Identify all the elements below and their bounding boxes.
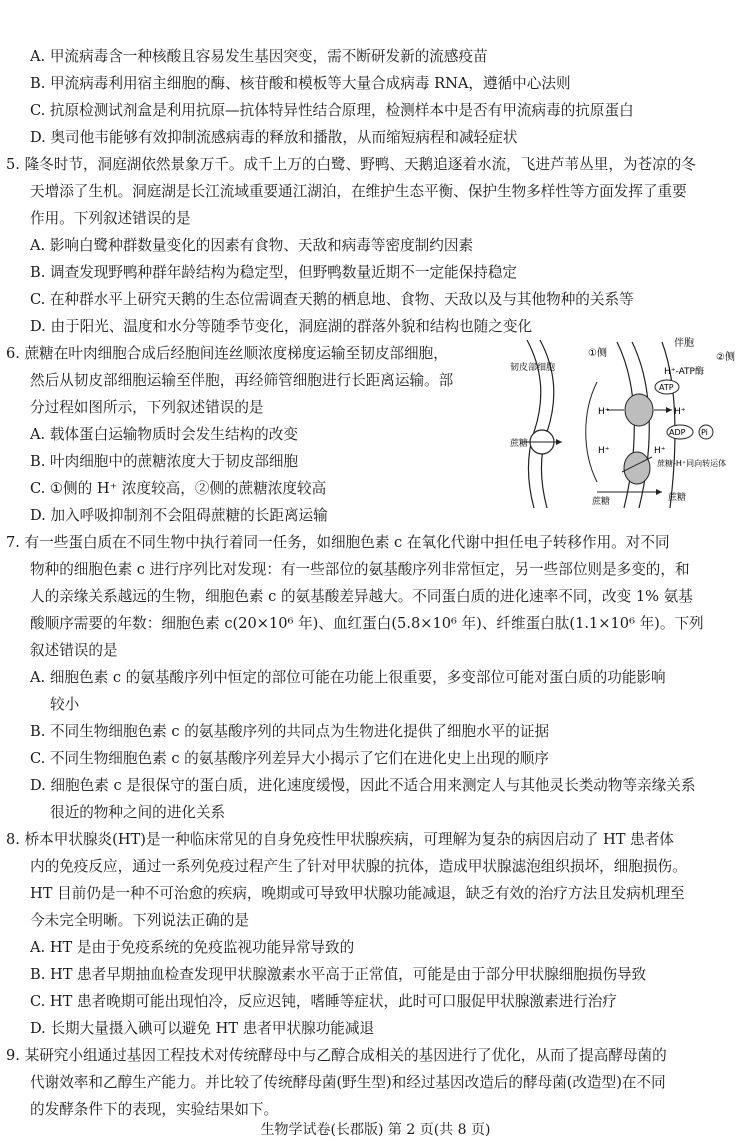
page-footer: 生物学试卷(长郡版) 第 2 页(共 8 页) bbox=[260, 1122, 491, 1138]
label-adp: ADP bbox=[669, 428, 686, 437]
q8-stem-line-2: 内的免疫反应，通过一系列免疫过程产生了针对甲状腺的抗体，造成甲状腺滤泡组织损坏，细胞损伤。 bbox=[30, 858, 687, 875]
label-h-atpase: H⁺-ATP酶 bbox=[664, 367, 704, 377]
q7-option-b: B. 不同生物细胞色素 c 的氨基酸序列的共同点为生物进化提供了细胞水平的证据 bbox=[30, 723, 550, 740]
q4-option-b: B. 甲流病毒利用宿主细胞的酶、核苷酸和模板等大量合成病毒 RNA，遵循中心法则 bbox=[30, 75, 571, 92]
q7-stem-line-1: 7. 有一些蛋白质在不同生物中执行着同一任务，如细胞色素 c 在氧化代谢中担任电子转移作用。对不同 bbox=[6, 534, 670, 551]
label-h-left-bottom: H⁺ bbox=[598, 446, 610, 456]
label-h-right-top: H⁺ bbox=[674, 407, 686, 417]
q6-option-b: B. 叶肉细胞中的蔗糖浓度大于韧皮部细胞 bbox=[30, 453, 299, 470]
q7-option-d-line-2: 很近的物种之间的进化关系 bbox=[50, 804, 226, 821]
q8-stem-line-3: HT 目前仍是一种不可治愈的疾病，晚期或可导致甲状腺功能减退，缺乏有效的治疗方法且发病机理至 bbox=[30, 885, 685, 902]
q6-stem-line-3: 分过程如图所示，下列叙述错误的是 bbox=[30, 399, 264, 416]
q5-stem-line-3: 作用。下列叙述错误的是 bbox=[30, 210, 191, 227]
label-sucrose-bottom-right: 蔗糖 bbox=[668, 493, 687, 503]
q9-stem-line-1: 9. 某研究小组通过基因工程技术对传统酵母中与乙醇合成相关的基因进行了优化，从而了提高酵母菌的 bbox=[6, 1047, 667, 1064]
label-side-1: ①侧 bbox=[588, 348, 607, 359]
q4-option-d: D. 奥司他韦能够有效抑制流感病毒的释放和播散，从而缩短病程和减轻症状 bbox=[30, 129, 518, 146]
label-sucrose-bottom-left: 蔗糖 bbox=[592, 497, 611, 507]
q5-option-d: D. 由于阳光、温度和水分等随季节变化，洞庭湖的群落外貌和结构也随之变化 bbox=[30, 318, 533, 335]
q7-stem-line-4: 酸顺序需要的年数：细胞色素 c(20×10⁶ 年)、血红蛋白(5.8×10⁶ 年)、纤维蛋白肽(1.1×10⁶ 年)。下列 bbox=[30, 615, 704, 632]
label-sucrose-left: 蔗糖 bbox=[510, 439, 529, 449]
label-atp: ATP bbox=[659, 383, 674, 392]
q7-option-c: C. 不同生物细胞色素 c 的氨基酸序列差异大小揭示了它们在进化史上出现的顺序 bbox=[30, 750, 549, 767]
q9-stem-line-3: 的发酵条件下的表现，实验结果如下。 bbox=[30, 1101, 279, 1118]
q5-option-c: C. 在种群水平上研究天鹅的生态位需调查天鹅的栖息地、食物、天敌以及与其他物种的关系等 bbox=[30, 291, 634, 308]
label-symporter: 蔗糖-H⁺同向转运体 bbox=[657, 459, 727, 468]
q6-option-d: D. 加入呼吸抑制剂不会阻碍蔗糖的长距离运输 bbox=[30, 507, 328, 524]
q7-stem-line-2: 物种的细胞色素 c 进行序列比对发现：有一些部位的氨基酸序列非常恒定，另一些部位则是多变的，和 bbox=[30, 561, 690, 578]
q5-option-b: B. 调查发现野鸭种群年龄结构为稳定型，但野鸭数量近期不一定能保持稳定 bbox=[30, 264, 518, 281]
q5-stem-line-1: 5. 隆冬时节，洞庭湖依然景象万千。成千上万的白鹭、野鸭、天鹅追逐着水流，飞进芦苇丛里，为苍凉的冬 bbox=[6, 156, 696, 173]
q8-option-a: A. HT 是由于免疫系统的免疫监视功能异常导致的 bbox=[30, 939, 355, 956]
q8-option-c: C. HT 患者晚期可能出现怕冷，反应迟钝，嗜睡等症状，此时可口服促甲状腺激素进行治疗 bbox=[30, 993, 617, 1010]
q7-stem-line-3: 人的亲缘关系越远的生物，细胞色素 c 的氨基酸差异越大。不同蛋白质的进化速率不同，改变 1% 氨基 bbox=[30, 588, 693, 605]
q6-stem-line-2: 然后从韧皮部细胞运输至伴胞，再经筛管细胞进行长距离运输。部 bbox=[30, 372, 454, 389]
label-h-right-bottom: H⁺ bbox=[654, 446, 666, 456]
q7-option-a-line-1: A. 细胞色素 c 的氨基酸序列中恒定的部位可能在功能上很重要，多变部位可能对蛋白质的功能影响 bbox=[30, 669, 666, 686]
q7-option-d-line-1: D. 细胞色素 c 是很保守的蛋白质，进化速度缓慢，因此不适合用来测定人与其他灵长类动物等亲缘关系 bbox=[30, 777, 696, 794]
q5-stem-line-2: 天增添了生机。洞庭湖是长江流域重要通江湖泊，在维护生态平衡、保护生物多样性等方面发挥了重要 bbox=[30, 183, 687, 200]
q8-stem-line-4: 今未完全明晰。下列说法正确的是 bbox=[30, 912, 249, 929]
label-pi: Pi bbox=[701, 428, 708, 437]
q8-stem-line-1: 8. 桥本甲状腺炎(HT)是一种临床常见的自身免疫性甲状腺疾病，可理解为复杂的病因启动了 HT 患者体 bbox=[6, 831, 674, 848]
label-phloem-cell: 韧皮部细胞 bbox=[510, 363, 556, 373]
q6-stem-line-1: 6. 蔗糖在叶肉细胞合成后经胞间连丝顺浓度梯度运输至韧皮部细胞， bbox=[6, 345, 448, 362]
q7-stem-line-5: 叙述错误的是 bbox=[30, 642, 118, 659]
q9-stem-line-2: 代谢效率和乙醇生产能力。并比较了传统酵母菌(野生型)和经过基因改造后的酵母菌(改造型)在不同 bbox=[30, 1074, 666, 1091]
q8-option-b: B. HT 患者早期抽血检查发现甲状腺激素水平高于正常值，可能是由于部分甲状腺细胞损伤导致 bbox=[30, 966, 647, 983]
q7-option-a-line-2: 较小 bbox=[50, 696, 80, 713]
q6-option-c: C. ①侧的 H⁺ 浓度较高，②侧的蔗糖浓度较高 bbox=[30, 480, 327, 497]
label-side-2: ②侧 bbox=[716, 352, 735, 363]
q6-option-a: A. 载体蛋白运输物质时会发生结构的改变 bbox=[30, 426, 298, 443]
q4-option-c: C. 抗原检测试剂盒是利用抗原—抗体特异性结合原理，检测样本中是否有甲流病毒的抗原蛋白 bbox=[30, 102, 634, 119]
sucrose-transport-diagram bbox=[502, 332, 742, 510]
q5-option-a: A. 影响白鹭种群数量变化的因素有食物、天敌和病毒等密度制约因素 bbox=[30, 237, 474, 254]
label-companion-cell: 伴胞 bbox=[674, 338, 694, 349]
label-h-left-top: H⁺ bbox=[598, 407, 610, 417]
q8-option-d: D. 长期大量摄入碘可以避免 HT 患者甲状腺功能减退 bbox=[30, 1020, 375, 1037]
q4-option-a: A. 甲流病毒含一种核酸且容易发生基因突变，需不断研发新的流感疫苗 bbox=[30, 48, 488, 65]
